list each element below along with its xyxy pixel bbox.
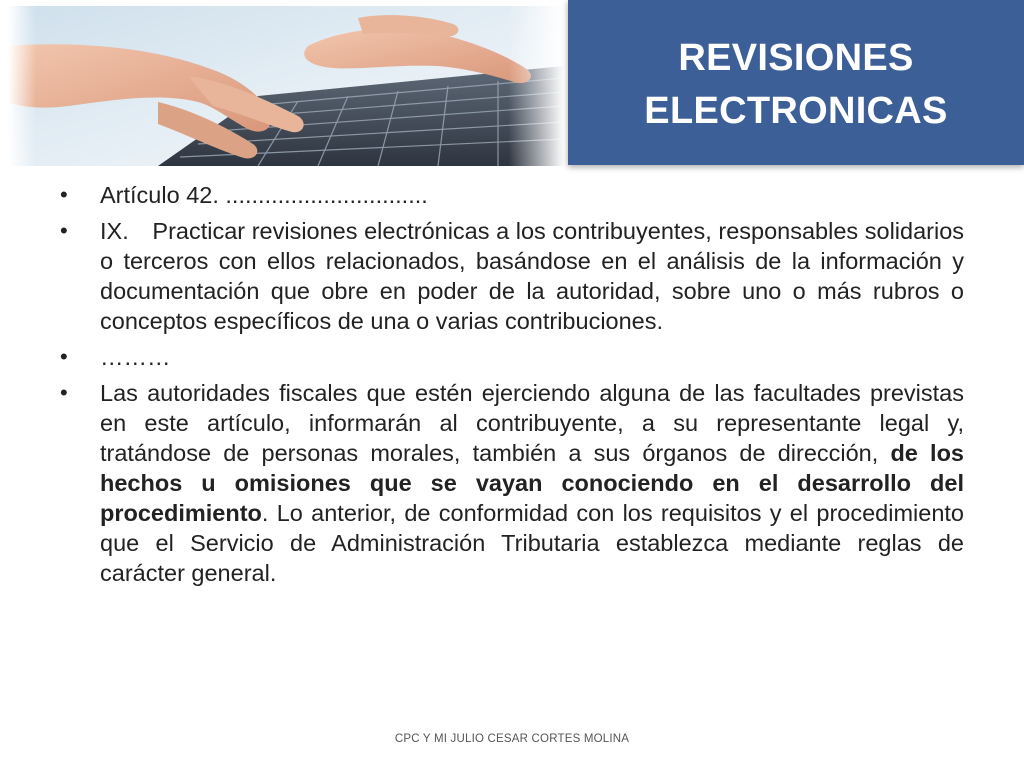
list-item-autoridades [60,378,964,588]
list-item-text: IX. Practicar revisiones electrónicas a los contribuyentes, responsables solidarios o terceros con ellos relacionados, basándose en el análisis de la información y documentación que obre en poder de la autoridad, sobre uno o más rubros o conceptos específicos de una o varias contribuciones. [100,218,971,334]
list-item-text-part2: . Lo anterior, de conformidad con los requisitos y el procedimiento que el Servicio de Administración Tributaria establezca mediante reglas de carácter general. [100,500,964,586]
list-item-text: Artículo 42. ............................... [100,182,428,208]
list-item-articulo [60,180,964,210]
list-item-fraccion-ix [60,216,971,336]
keyboard-photo [8,6,564,166]
list-item-text: ……… [100,344,171,370]
bullet-icon: • [60,344,68,369]
bullet-icon: • [60,380,68,405]
bullet-icon: • [60,182,68,207]
page-title: REVISIONES ELECTRONICAS [644,36,948,132]
footer-author: CPC Y MI JULIO CESAR CORTES MOLINA [394,733,630,745]
list-item-text-bold: de los hechos u omisiones que se vayan conociendo en el desarrollo del procedimiento [100,440,964,526]
list-item-ellipsis [60,342,964,372]
title-banner [568,0,1024,165]
bullet-list [60,180,971,594]
list-item-text-part1: Las autoridades fiscales que estén ejerciendo alguna de las facultades previstas en este artículo, informarán al contribuyente, a su representante legal y, tratándose de personas morales, también a sus órganos de dirección, [100,380,964,466]
bullet-icon: • [60,218,68,243]
keyboard-hands-image [8,6,564,166]
